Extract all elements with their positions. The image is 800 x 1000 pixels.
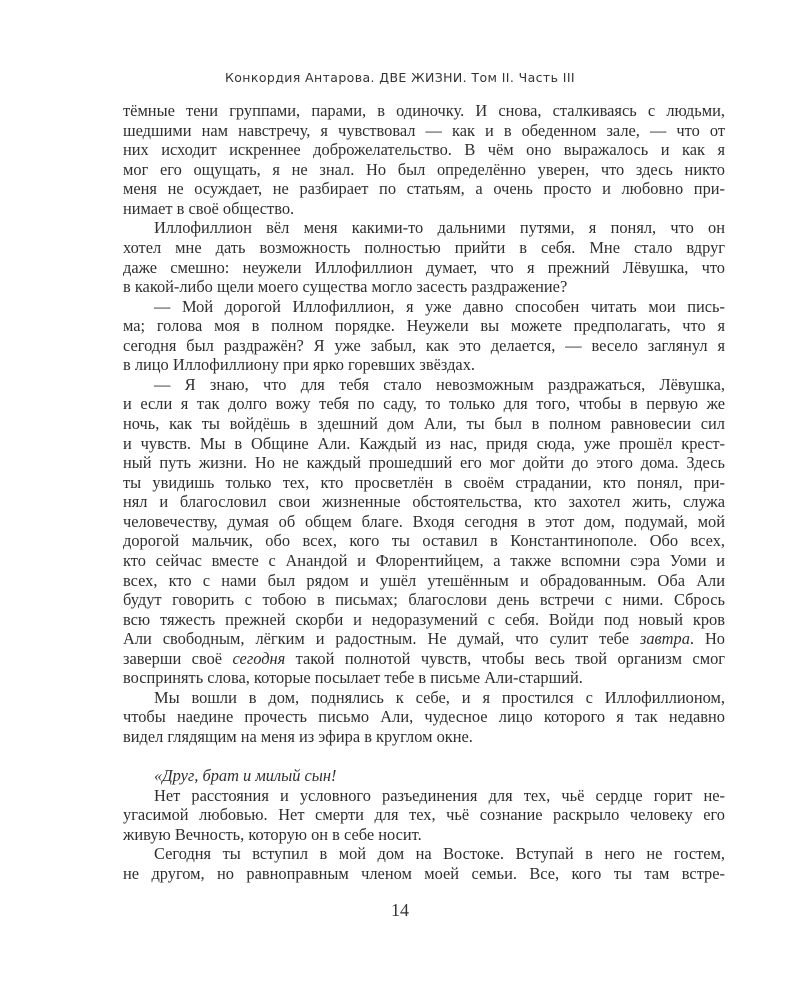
- text-line: [123, 649, 725, 669]
- text-line: [123, 179, 725, 199]
- text-line: [123, 864, 725, 884]
- text-segment: в лицо Иллофиллиону при ярко горевших звёздах.: [123, 355, 475, 375]
- text-line: [123, 355, 725, 375]
- text-segment: человечеству, думая об общем благе. Входя сегодня в этот дом, подумай, мой: [123, 511, 725, 531]
- italic-text: завтра: [639, 629, 690, 649]
- text-segment: мог его ощущать, я не знал. Но был определённо уверен, что здесь никто: [123, 159, 725, 179]
- text-segment: меня не осуждает, не разбирает по статьям, а очень просто и любовно при-: [123, 179, 725, 199]
- text-segment: . Но: [689, 629, 725, 649]
- italic-text: сегодня: [232, 648, 286, 668]
- text-line: [123, 277, 725, 297]
- text-line: [123, 218, 725, 238]
- text-segment: Нет расстояния и условного разъединения для тех, чьё сердце горит не-: [154, 785, 725, 805]
- text-segment: всю тяжесть прежней скорби и недоразумений с себя. Войди под новый кров: [123, 609, 725, 629]
- text-segment: ты увидишь только тех, кто просветлён в своём страдании, кто понял, при-: [123, 472, 725, 492]
- text-line: [123, 492, 725, 512]
- text-segment: ма; голова моя в полном порядке. Неужели вы можете предполагать, что я: [123, 316, 725, 336]
- text-segment: чтобы наедине прочесть письмо Али, чудесное лицо которого я так недавно: [123, 707, 725, 727]
- text-line: [123, 336, 725, 356]
- text-line: [123, 238, 725, 258]
- text-segment: них исходит искреннее доброжелательство. В чём оно выражалось и как я: [123, 140, 725, 160]
- text-segment: тёмные тени группами, парами, в одиночку. И снова, сталкиваясь с людьми,: [123, 101, 725, 120]
- text-segment: такой полнотой чувств, чтобы весь твой организм смог: [285, 648, 725, 668]
- text-segment: дорогой мальчик, обо всех, кого ты оставил в Константинополе. Обо всех,: [123, 531, 725, 551]
- text-line: [123, 688, 725, 708]
- text-segment: и чувств. Мы в Общине Али. Каждый из нас, придя сюда, уже прошёл крест-: [123, 433, 725, 453]
- text-segment: и если я так долго вожу тебя по саду, то только для того, чтобы в первую же: [123, 394, 725, 414]
- text-line: [123, 844, 725, 864]
- text-line: [123, 766, 725, 786]
- text-segment: кто сейчас вместе с Анандой и Флорентийцем, а также вспомни сэра Уоми и: [123, 550, 725, 570]
- italic-text: «Друг, брат и милый сын!: [154, 766, 337, 786]
- page-number: 14: [391, 900, 409, 920]
- text-line: [123, 825, 725, 845]
- text-line: [123, 121, 725, 141]
- text-line: [123, 727, 725, 747]
- text-line: [123, 590, 725, 610]
- text-segment: нимает в своё общество.: [123, 198, 295, 218]
- text-segment: — Мой дорогой Иллофиллион, я уже давно способен читать мои пись-: [154, 296, 725, 316]
- text-line: [123, 629, 725, 649]
- text-segment: Мы вошли в дом, поднялись к себе, и я простился с Иллофиллионом,: [154, 687, 725, 707]
- text-segment: всех, кто с нами был рядом и ушёл утешённым и обрадованным. Оба Али: [123, 570, 725, 590]
- text-segment: ночь, как ты войдёшь в здешний дом Али, ты был в полном равновесии сил: [123, 414, 725, 433]
- text-segment: Сегодня ты вступил в мой дом на Востоке. Вступай в него не гостем,: [154, 844, 725, 864]
- text-segment: живую Вечность, которую он в себе носит.: [123, 824, 422, 844]
- text-segment: будут говорить с тобою в письмах; благослови день встречи с ними. Сбрось: [123, 590, 725, 610]
- text-segment: — Я знаю, что для тебя стало невозможным раздражаться, Лёвушка,: [154, 374, 725, 394]
- text-line: [123, 512, 725, 532]
- text-line: [123, 434, 725, 454]
- text-segment: даже смешно: неужели Иллофиллион думает, что я прежний Лёвушка, что: [123, 257, 725, 277]
- text-segment: Иллофиллион вёл меня какими-то дальними путями, я понял, что он: [154, 218, 725, 238]
- text-line: [123, 453, 725, 473]
- text-line: [123, 160, 725, 180]
- text-line: [123, 571, 725, 591]
- text-line: [123, 140, 725, 160]
- text-line: [123, 199, 725, 219]
- text-segment: Али свободным, лёгким и радостным. Не думай, что сулит тебе: [123, 629, 640, 649]
- text-line: [123, 551, 725, 571]
- text-segment: ный путь жизни. Но не каждый прошедший его мог дойти до этого дома. Здесь: [123, 453, 725, 473]
- text-line: [123, 668, 725, 688]
- text-segment: угасимой любовью. Нет смерти для тех, чьё сознание раскрыло человеку его: [123, 805, 725, 825]
- text-line: [123, 258, 725, 278]
- text-line: [123, 805, 725, 825]
- blank-line: [123, 747, 725, 767]
- text-line: [123, 375, 725, 395]
- text-line: [123, 394, 725, 414]
- text-segment: заверши своё: [123, 648, 233, 668]
- text-line: [123, 316, 725, 336]
- text-line: [123, 610, 725, 630]
- text-segment: воспринять слова, которые посылает тебе в письме Али-старший.: [123, 668, 583, 688]
- text-segment: в какой-либо щели моего существа могло засесть раздражение?: [123, 277, 568, 297]
- text-line: [123, 786, 725, 806]
- text-line: [123, 414, 725, 434]
- text-line: [123, 707, 725, 727]
- page-body-text: [123, 101, 725, 884]
- text-segment: видел глядящим на меня из эфира в круглом окне.: [123, 727, 473, 746]
- text-segment: не другом, но равноправным членом моей семьи. Все, кого ты там встре-: [123, 863, 725, 883]
- text-line: [123, 473, 725, 493]
- text-segment: сегодня был раздражён? Я уже забыл, как это делается, — весело заглянул я: [123, 335, 725, 355]
- running-header: Конкордия Антарова. ДВЕ ЖИЗНИ. Том II. Часть III: [224, 70, 576, 85]
- text-segment: нял и благословил свои жизненные обстоятельства, кто захотел жить, служа: [123, 492, 725, 512]
- text-segment: шедшими нам навстречу, я чувствовал — как и в обеденном зале, — что от: [123, 120, 725, 140]
- text-line: [123, 531, 725, 551]
- text-segment: хотел мне дать возможность полностью прийти в себя. Мне стало вдруг: [123, 237, 725, 257]
- text-line: [123, 101, 725, 121]
- text-line: [123, 297, 725, 317]
